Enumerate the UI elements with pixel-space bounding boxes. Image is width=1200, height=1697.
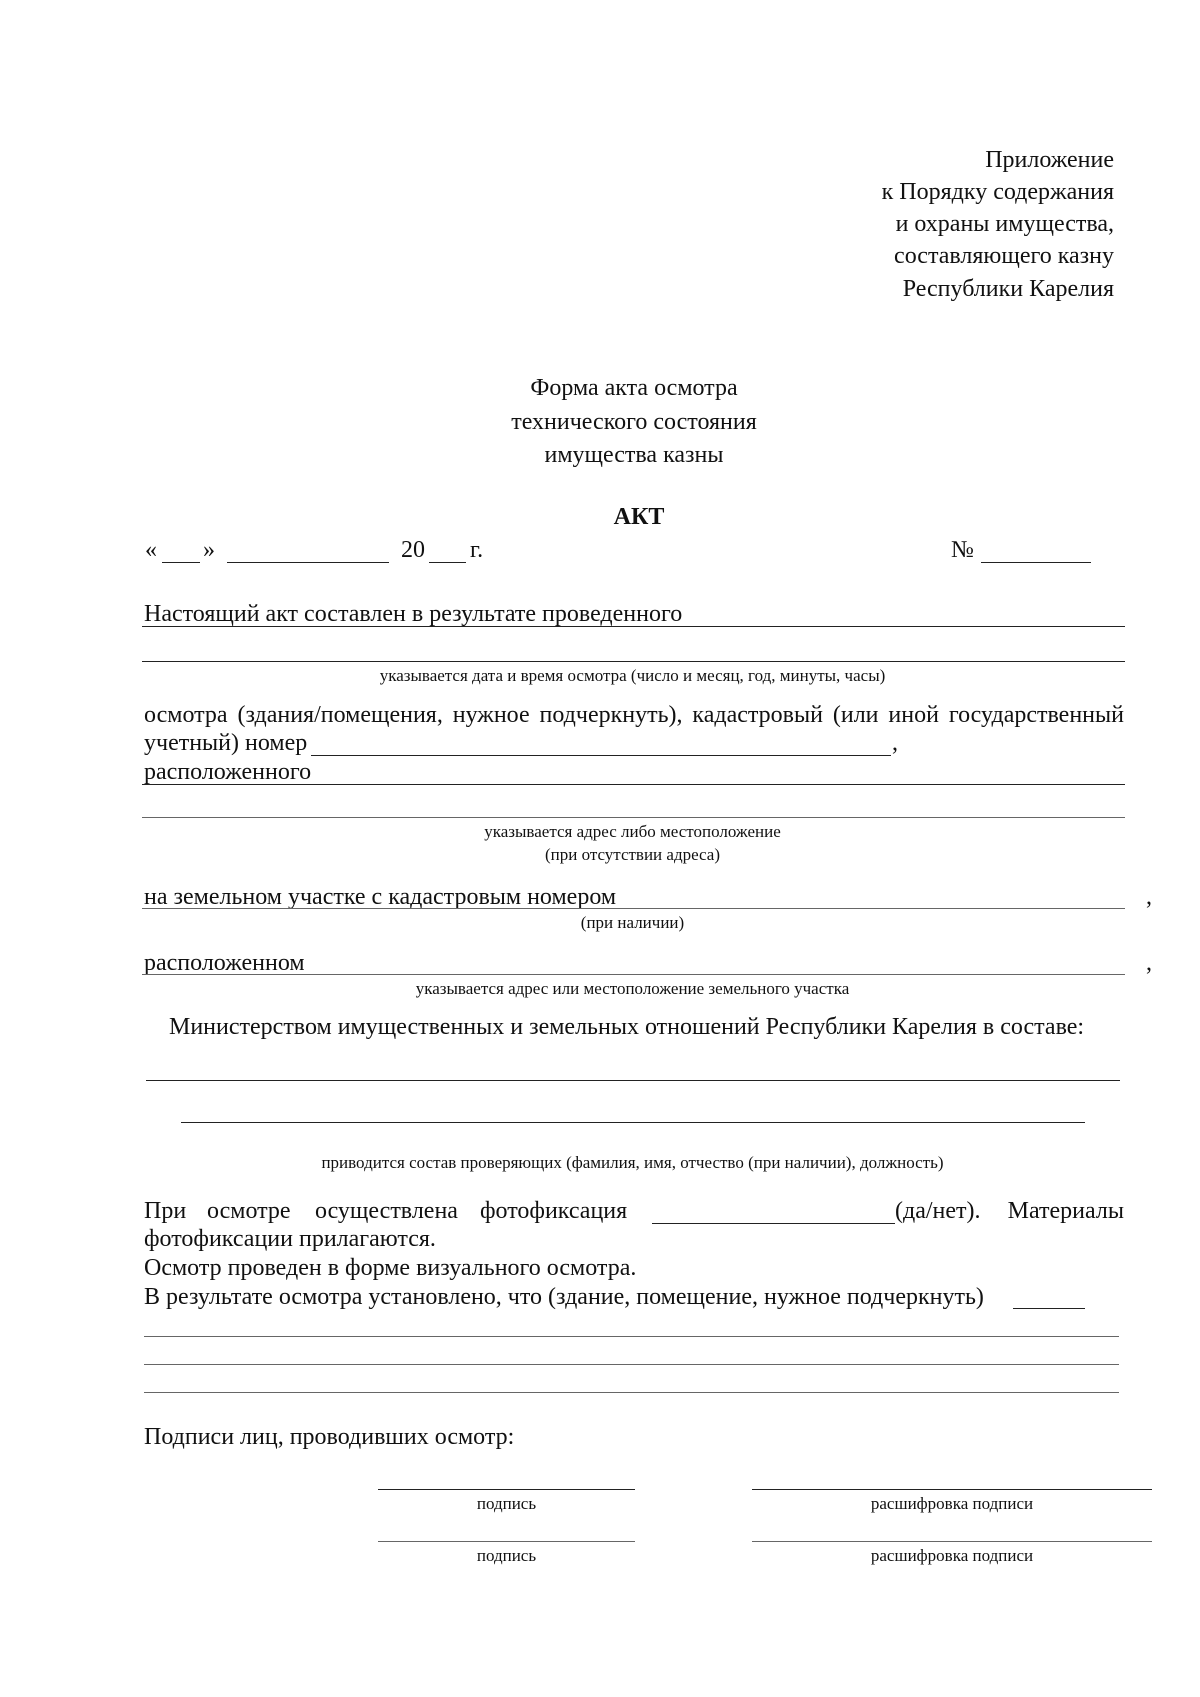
signature-decode-label-1: расшифровка подписи [870, 1494, 1034, 1513]
address-field[interactable] [142, 817, 1125, 818]
hint-address-2: (при отсутствии адреса) [544, 845, 721, 864]
hint-datetime: указывается дата и время осмотра (число и месяц, год, минуты, часы) [379, 666, 886, 685]
land-plot-comma: , [1146, 884, 1152, 910]
open-quote: « [145, 537, 157, 563]
appendix-line-3: и охраны имущества, [895, 211, 1114, 237]
located-underline[interactable] [142, 784, 1125, 785]
land-plot-number-field[interactable] [142, 908, 1125, 909]
inspection-line-2-prefix: учетный) номер [144, 730, 308, 756]
members-field-1[interactable] [146, 1080, 1120, 1081]
signature-field-1[interactable] [378, 1489, 635, 1490]
result-field-3[interactable] [144, 1392, 1119, 1393]
photo-word-1: При [144, 1198, 187, 1224]
land-address-field[interactable] [142, 974, 1125, 975]
hint-if-any: (при наличии) [580, 913, 685, 932]
form-title-line-1: Форма акта осмотра [530, 375, 738, 401]
photo-word-4: фотофиксация [480, 1198, 628, 1224]
day-field[interactable] [162, 562, 200, 563]
photo-word-3: осуществлена [315, 1198, 458, 1224]
located-label: расположенного [144, 759, 312, 785]
act-number-field[interactable] [981, 562, 1091, 563]
hint-address-1: указывается адрес либо местоположение [484, 822, 781, 841]
inspection-line-1: осмотра (здания/помещения, нужное подчеркнуть), кадастровый (или иной государственный [144, 702, 1124, 728]
visual-text: Осмотр проведен в форме визуального осмотра. [144, 1255, 637, 1281]
located2-comma: , [1146, 950, 1152, 976]
photo-word-2: осмотре [207, 1198, 291, 1224]
year-field[interactable] [429, 562, 466, 563]
appendix-line-2: к Порядку содержания [881, 179, 1114, 205]
hint-land-address: указывается адрес или местоположение земельного участка [415, 979, 850, 998]
land-plot-label: на земельном участке с кадастровым номером [144, 884, 617, 910]
datetime-field[interactable] [142, 661, 1125, 662]
appendix-line-1: Приложение [985, 147, 1114, 173]
result-field-inline[interactable] [1013, 1308, 1085, 1309]
year-suffix: г. [470, 537, 484, 563]
intro-underline[interactable] [142, 626, 1125, 627]
photo-materials: Материалы [1007, 1198, 1124, 1224]
result-text: В результате осмотра установлено, что (здание, помещение, нужное подчеркнуть) [144, 1284, 984, 1310]
result-field-2[interactable] [144, 1364, 1119, 1365]
result-field-1[interactable] [144, 1336, 1119, 1337]
signature-decode-label-2: расшифровка подписи [870, 1546, 1034, 1565]
ministry-text: Министерством имущественных и земельных отношений Республики Карелия в составе: [169, 1014, 1085, 1040]
located2-label: расположенном [144, 950, 305, 976]
appendix-line-5: Республики Карелия [902, 276, 1114, 302]
inspection-line-2-comma: , [892, 730, 898, 756]
photo-line-2: фотофиксации прилагаются. [144, 1226, 436, 1252]
month-field[interactable] [227, 562, 389, 563]
signature-decode-field-2[interactable] [752, 1541, 1152, 1542]
form-title-line-3: имущества казны [544, 442, 724, 468]
photo-yesno: (да/нет). [895, 1198, 981, 1224]
cadastral-number-field[interactable] [311, 755, 891, 756]
signature-label-1: подпись [476, 1494, 537, 1513]
signatures-heading: Подписи лиц, проводивших осмотр: [144, 1424, 515, 1450]
signature-field-2[interactable] [378, 1541, 635, 1542]
photo-yesno-field[interactable] [652, 1223, 895, 1224]
number-sign: № [951, 537, 974, 563]
intro-text: Настоящий акт составлен в результате проведенного [144, 601, 683, 627]
form-title-line-2: технического состояния [511, 409, 757, 435]
year-prefix: 20 [401, 537, 425, 563]
signature-decode-field-1[interactable] [752, 1489, 1152, 1490]
members-field-2[interactable] [181, 1122, 1085, 1123]
act-heading: АКТ [613, 504, 665, 530]
appendix-line-4: составляющего казну [894, 243, 1114, 269]
signature-label-2: подпись [476, 1546, 537, 1565]
hint-members: приводится состав проверяющих (фамилия, имя, отчество (при наличии), должность) [321, 1153, 944, 1172]
close-quote: » [203, 537, 215, 563]
